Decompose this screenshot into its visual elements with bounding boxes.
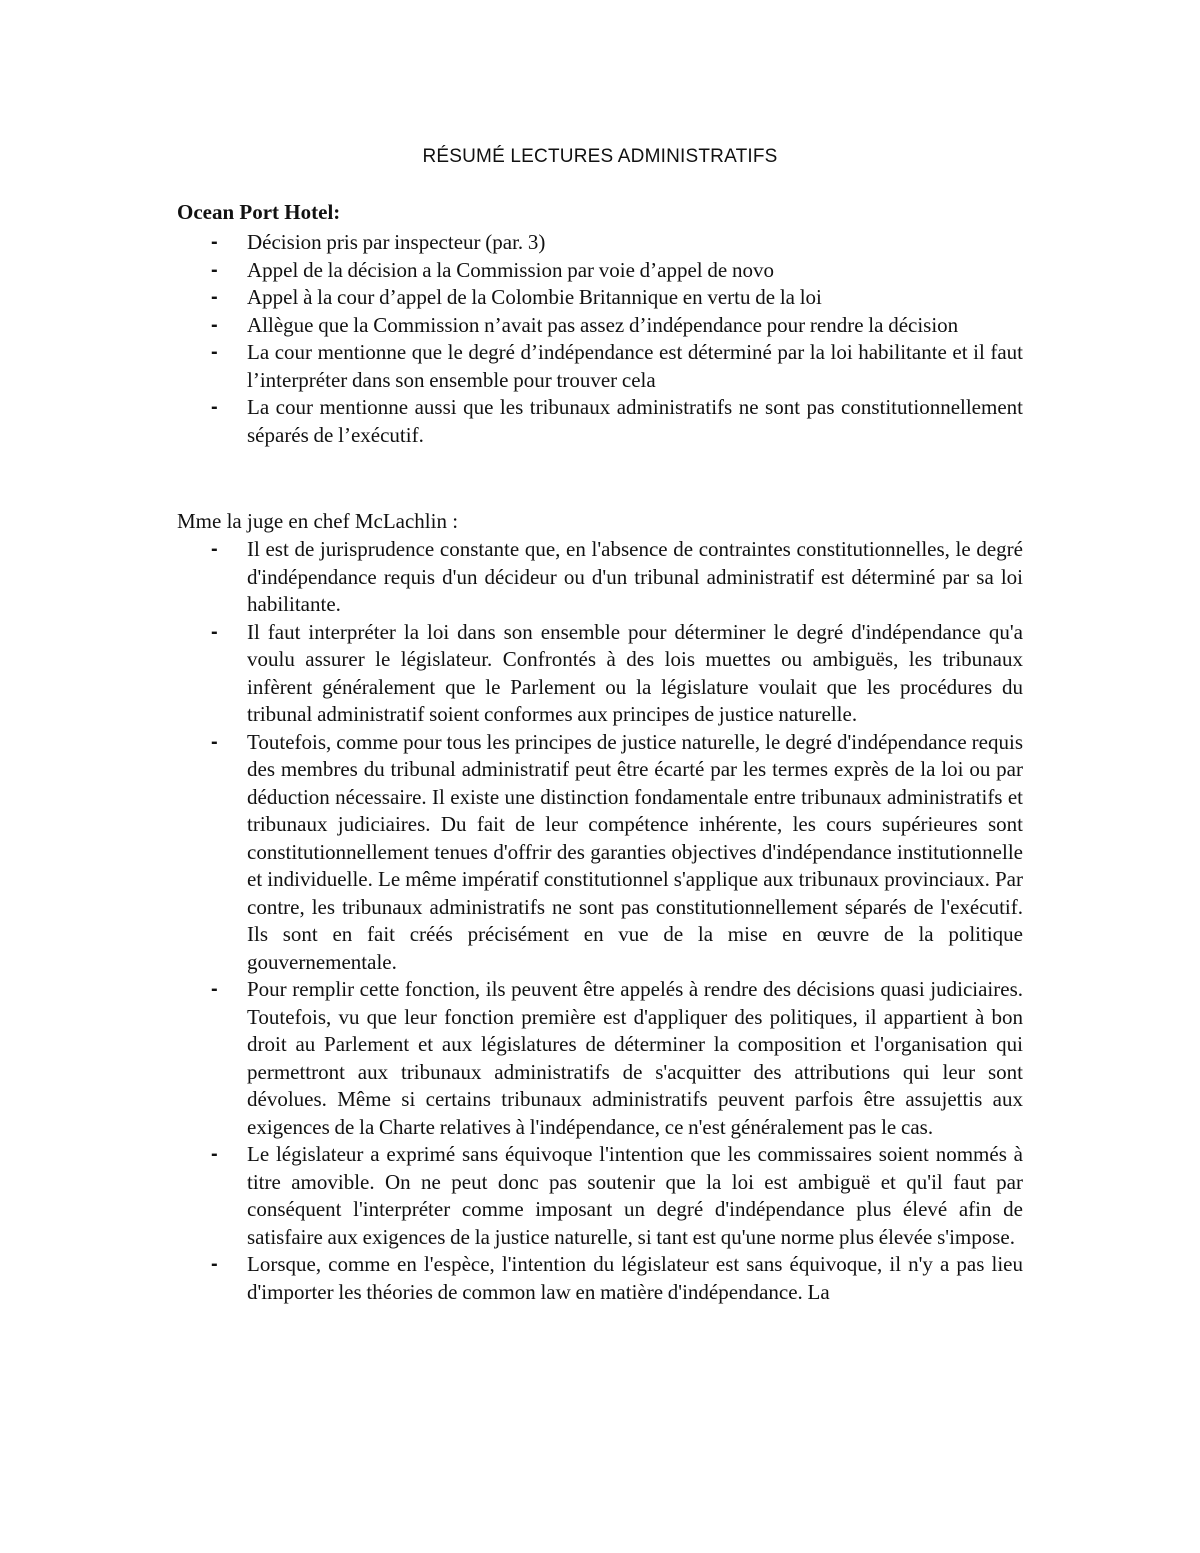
list-item [0, 257, 1200, 285]
list-item-text: Pour remplir cette fonction, ils peuvent être appelés à rendre des décisions quasi judiciaires. Toutefois, vu que leur fonction première est d'appliquer des politiques, il appartient à bon droit au Parlement et aux législatures de déterminer la composition et l'organisation qui permettront aux tribunaux administratifs de s'acquitter des attributions qui leur sont dévolues. Même si certains tribunaux administratifs peuvent parfois être assujettis aux exigences de la Charte relatives à l'indépendance, ce n'est généralement pas le cas. [247, 977, 1023, 1139]
list-item-text: La cour mentionne que le degré d’indépendance est déterminé par la loi habilitante et il faut l’interpréter dans son ensemble pour trouver cela [247, 340, 1023, 392]
list-item-text: Allègue que la Commission n’avait pas assez d’indépendance pour rendre la décision [247, 312, 959, 337]
list-item [0, 284, 1200, 312]
list-item-text: Lorsque, comme en l'espèce, l'intention du législateur est sans équivoque, il n'y a pas lieu d'importer les théories de common law en matière d'indépendance. La [247, 1252, 1023, 1304]
list-item-text: Le législateur a exprimé sans équivoque l'intention que les commissaires soient nommés à titre amovible. On ne peut donc pas soutenir que la loi est ambiguë et qu'il faut par conséquent l'interpréter comme imposant un degré d'indépendance plus élevé afin de satisfaire aux exigences de la justice naturelle, si tant est qu'une norme plus élevée s'impose. [247, 1142, 1023, 1249]
ocean-port-hotel-bullet-list [0, 229, 1200, 449]
list-item-text: Appel à la cour d’appel de la Colombie Britannique en vertu de la loi [247, 285, 822, 309]
document-title: RÉSUMÉ LECTURES ADMINISTRATIFS [422, 146, 778, 167]
list-item [0, 619, 1200, 729]
list-item [0, 976, 1200, 1141]
dash-bullet: - [211, 1143, 218, 1165]
dash-bullet: - [211, 620, 218, 643]
dash-bullet: - [211, 286, 218, 308]
list-item [0, 1141, 1200, 1251]
list-item [0, 312, 1200, 340]
list-item [0, 729, 1200, 977]
list-item [0, 1251, 1200, 1306]
list-item [0, 394, 1200, 449]
list-item-text: La cour mentionne aussi que les tribunaux administratifs ne sont pas constitutionnellement séparés de l’exécutif. [247, 395, 1023, 447]
section-heading-mclachlin: Mme la juge en chef McLachlin : [177, 509, 459, 533]
list-item [0, 536, 1200, 619]
dash-bullet: - [211, 1253, 218, 1275]
list-item-text: Il faut interpréter la loi dans son ensemble pour déterminer le degré d'indépendance qu'a voulu assurer le législateur. Confrontés à des lois muettes ou ambiguës, les tribunaux infèrent généralement que le Parlement ou la législature voulait que les procédures du tribunal administratif soient conformes aux principes de justice naturelle. [247, 619, 1023, 726]
dash-bullet: - [211, 258, 218, 281]
list-item-text: Toutefois, comme pour tous les principes de justice naturelle, le degré d'indépendance requis des membres du tribunal administratif peut être écarté par les termes exprès de la loi ou par déduction nécessaire. Il existe une distinction fondamentale entre tribunaux administratifs et tribunaux judiciaires. Du fait de leur compétence inhérente, les cours supérieures sont constitutionnellement tenues d'offrir des garanties objectives d'indépendance institutionnelle et individuelle. Le même impératif constitutionnel s'applique aux tribunaux provinciaux. Par contre, les tribunaux administratifs ne sont pas constitutionnellement séparés de l'exécutif. Ils sont en fait créés précisément en vue de la mise en œuvre de la politique gouvernementale. [247, 729, 1023, 974]
mclachlin-bullet-list [0, 536, 1200, 1306]
dash-bullet: - [211, 313, 218, 336]
dash-bullet: - [211, 341, 218, 363]
dash-bullet: - [211, 978, 218, 1000]
dash-bullet: - [211, 730, 218, 753]
list-item [0, 339, 1200, 394]
list-item-text: Décision pris par inspecteur (par. 3) [247, 230, 546, 254]
list-item [0, 229, 1200, 257]
dash-bullet: - [211, 396, 218, 418]
dash-bullet: - [211, 231, 218, 253]
list-item-text: Appel de la décision a la Commission par voie d’appel de novo [247, 257, 774, 282]
section-heading-ocean-port-hotel: Ocean Port Hotel: [177, 200, 341, 224]
dash-bullet: - [211, 538, 218, 560]
list-item-text: Il est de jurisprudence constante que, en l'absence de contraintes constitutionnelles, le degré d'indépendance requis d'un décideur ou d'un tribunal administratif est déterminé par sa loi habilitante. [247, 537, 1023, 616]
